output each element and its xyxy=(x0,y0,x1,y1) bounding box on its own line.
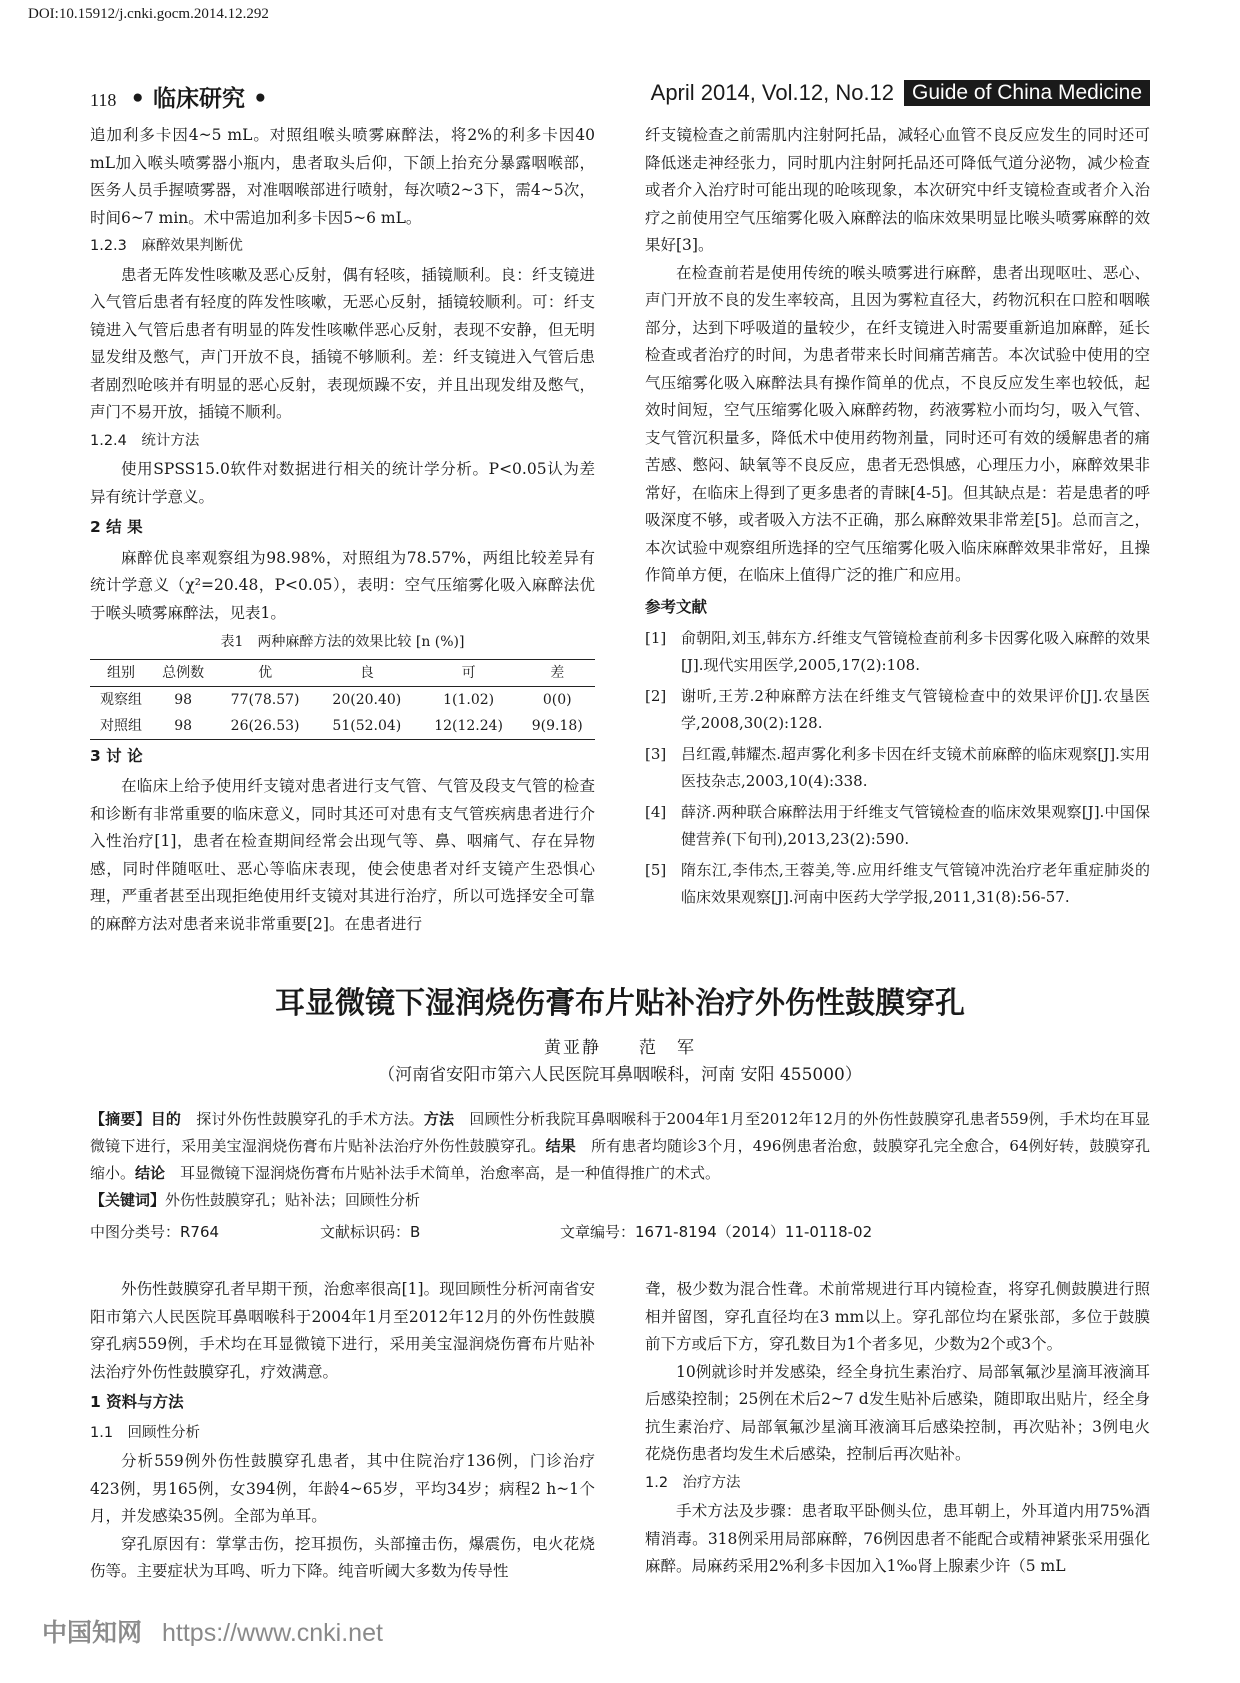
table-header-cell: 组别 xyxy=(107,664,136,681)
paragraph: 纤支镜检查之前需肌内注射阿托品，减轻心血管不良反应发生的同时还可降低迷走神经张力，同时肌内注射阿托品还可降低气道分泌物，减少检查或者介入治疗时可能出现的呛咳现象，本次研究中纤支镜检查或者介入治疗之前使用空气压缩雾化吸入麻醉法的临床效果明显比喉头喷雾麻醉的效果好[3]。 xyxy=(645,126,1150,254)
table-cell: 12(12.24) xyxy=(434,717,504,734)
paragraph: 使用SPSS15.0软件对数据进行相关的统计学分析。P<0.05认为差异有统计学意义。 xyxy=(90,460,595,506)
table-cell: 对照组 xyxy=(100,717,143,734)
article-authors: 黄亚静 范 军 xyxy=(544,1038,696,1058)
cnki-logo: 中国知网 xyxy=(42,1618,143,1647)
table-row xyxy=(90,713,595,740)
keywords-label: 【关键词】 xyxy=(90,1191,166,1209)
abstract-method-label: 方法 xyxy=(423,1110,455,1128)
paragraph: 在临床上给予使用纤支镜对患者进行支气管、气管及段支气管的检查和诊断有非常重要的临床意义，同时其还可对患有支气管疾病患者进行介入性治疗[1]，患者在检查期间经常会出现气等、鼻、咽痛气、存在异物感，同时伴随呕吐、恶心等临床表现，使会使患者对纤支镜产生恐惧心理，严重者甚至出现拒绝使用纤支镜对其进行治疗，所以可选择安全可靠的麻醉方法对患者来说非常重要[2]。在患者进行 xyxy=(90,777,595,933)
paragraph: 聋，极少数为混合性聋。术前常规进行耳内镜检查，将穿孔侧鼓膜进行照相并留图，穿孔直径均在3 mm以上。穿孔部位均在紧张部，多位于鼓膜前下方或后下方，穿孔数目为1个者多见，少数为2个或3个。 xyxy=(645,1280,1150,1353)
reference-number: [3] xyxy=(645,745,667,763)
subsection-heading: 1.2.4 统计方法 xyxy=(90,432,200,449)
paragraph: 患者无阵发性咳嗽及恶心反射，偶有轻咳，插镜顺利。良：纤支镜进入气管后患者有轻度的阵发性咳嗽，无恶心反射，插镜较顺利。可：纤支镜进入气管后患者有明显的阵发性咳嗽伴恶心反射，表现不安静，但无明显发绀及憋气，声门开放不良，插镜不够顺利。差：纤支镜进入气管后患者剧烈呛咳并有明显的恶心反射，表现烦躁不安，并且出现发绀及憋气，声门不易开放，插镜不顺利。 xyxy=(90,265,595,421)
table-header-cell: 优 xyxy=(258,664,273,681)
abstract-paragraph xyxy=(90,1106,1150,1187)
table-title: 表1 两种麻醉方法的效果比较 [n (%)] xyxy=(220,634,465,650)
reference-number: [4] xyxy=(645,803,667,821)
table-header-cell: 总例数 xyxy=(162,664,205,681)
cnki-footer xyxy=(42,1613,383,1649)
abstract-aim: 探讨外伤性鼓膜穿孔的手术方法。 xyxy=(196,1110,424,1128)
article-affiliation: （河南省安阳市第六人民医院耳鼻咽喉科，河南 安阳 455000） xyxy=(378,1065,862,1085)
table-cell: 观察组 xyxy=(100,691,143,708)
classification-line xyxy=(90,1221,1150,1247)
table-header-cell: 差 xyxy=(550,664,565,681)
article-left-column xyxy=(90,1276,595,1586)
abstract-result: 所有患者均随诊3个月，496例患者治愈，鼓膜穿孔完全愈合，64例好转，鼓膜穿孔缩小。 xyxy=(90,1137,1150,1182)
paragraph: 追加利多卡因4~5 mL。对照组喉头喷雾麻醉法，将2%的利多卡因40 mL加入喉头喷雾器小瓶内，患者取头后仰，下颌上抬充分暴露咽喉部，医务人员手握喷雾器，对准咽喉部进行喷射，每次喷2~3下，需4~5次，时间6~7 min。术中需追加利多卡因5~6 mL。 xyxy=(90,126,595,227)
results-table xyxy=(90,659,595,740)
page-header xyxy=(90,80,1150,110)
reference-item xyxy=(645,799,1150,853)
section-heading: 1 资料与方法 xyxy=(90,1393,184,1411)
article-title: 耳显微镜下湿润烧伤膏布片贴补治疗外伤性鼓膜穿孔 xyxy=(275,986,965,1021)
paragraph: 麻醉优良率观察组为98.98%，对照组为78.57%，两组比较差异有统计学意义（χ²=20.48，P<0.05），表明：空气压缩雾化吸入麻醉法优于喉头喷雾麻醉法，见表1。 xyxy=(90,548,595,622)
paragraph: 10例就诊时并发感染，经全身抗生素治疗、局部氧氟沙星滴耳液滴耳后感染控制；25例在术后2~7 d发生贴补后感染，随即取出贴片，经全身抗生素治疗、局部氧氟沙星滴耳液滴耳后感染控制，再次贴补；3例电火花烧伤患者均发生术后感染，控制后再次贴补。 xyxy=(645,1362,1150,1463)
journal-volume: April 2014, Vol.12, No.12 xyxy=(650,80,895,105)
table-cell: 98 xyxy=(174,717,193,734)
reference-item xyxy=(645,625,1150,679)
table-cell: 51(52.04) xyxy=(332,717,402,734)
cnki-url[interactable]: https://www.cnki.net xyxy=(162,1619,383,1647)
article-right-column xyxy=(645,1276,1150,1581)
abstract-conclusion: 耳显微镜下湿润烧伤膏布片贴补法手术简单，治愈率高，是一种值得推广的术式。 xyxy=(180,1164,721,1182)
paragraph: 手术方法及步骤：患者取平卧侧头位，患耳朝上，外耳道内用75%酒精消毒。318例采用局部麻醉，76例因患者不能配合或精神紧张采用强化麻醉。局麻药采用2%利多卡因加入1‰肾上腺素少许（5 mL xyxy=(645,1502,1150,1575)
doi-text: DOI:10.15912/j.cnki.gocm.2014.12.292 xyxy=(28,6,269,22)
reference-number: [5] xyxy=(645,861,667,879)
table-header-cell: 可 xyxy=(461,664,476,681)
keywords-line xyxy=(90,1187,1150,1214)
table-cell: 20(20.40) xyxy=(332,691,402,708)
reference-item xyxy=(645,857,1150,911)
paragraph: 外伤性鼓膜穿孔者早期干预，治愈率很高[1]。现回顾性分析河南省安阳市第六人民医院耳鼻咽喉科于2004年1月至2012年12月的外伤性鼓膜穿孔病559例，手术均在耳显微镜下进行，采用美宝湿润烧伤膏布片贴补法治疗外伤性鼓膜穿孔，疗效满意。 xyxy=(90,1280,595,1381)
page-number: 118 xyxy=(90,90,117,110)
prev-article-left-column xyxy=(90,122,595,938)
section-label: • 临床研究 • xyxy=(130,86,268,112)
table-header-cell: 良 xyxy=(359,664,374,681)
header-right xyxy=(651,80,1150,106)
section-heading: 2 结 果 xyxy=(90,518,143,536)
section-heading: 3 讨 论 xyxy=(90,746,143,765)
subsection-heading: 1.1 回顾性分析 xyxy=(90,1424,201,1441)
table-cell: 77(78.57) xyxy=(230,691,300,708)
reference-item xyxy=(645,741,1150,795)
abstract-block xyxy=(90,1106,1150,1214)
document-code: 文献标识码：B xyxy=(320,1223,421,1241)
keywords-text: 外伤性鼓膜穿孔；贴补法；回顾性分析 xyxy=(165,1191,421,1209)
table-cell: 98 xyxy=(174,691,193,708)
table-header-row xyxy=(90,659,595,686)
paragraph: 在检查前若是使用传统的喉头喷雾进行麻醉，患者出现呕吐、恶心、声门开放不良的发生率较高，且因为雾粒直径大，药物沉积在口腔和咽喉部分，达到下呼吸道的量较少，在纤支镜进入时需要重新追加麻醉，延长检查或者治疗的时间，为患者带来长时间痛苦痛苦。本次试验中使用的空气压缩雾化吸入麻醉法具有操作简单的优点，不良反应发生率也较低，起效时间短，空气压缩雾化吸入麻醉药物，药液雾粒小而均匀，吸入气管、支气管沉积量多，降低术中使用药物剂量，同时还可有效的缓解患者的痛苦感、憋闷、缺氧等不良反应，患者无恐惧感，心理压力小，麻醉效果非常好，在临床上得到了更多患者的青睐[4-5]。但其缺点是：若是患者的呼吸深度不够，或者吸入方法不正确，那么麻醉效果非常差[5]。总而言之，本次试验中观察组所选择的空气压缩雾化吸入临床麻醉效果非常好，且操作简单方便，在临床上值得广泛的推广和应用。 xyxy=(645,263,1150,584)
reference-text: 吕红霞,韩耀杰.超声雾化利多卡因在纤支镜术前麻醉的临床观察[J].实用医技杂志,2003,10(4):338. xyxy=(681,745,1150,790)
reference-item xyxy=(645,683,1150,737)
subsection-heading: 1.2 治疗方法 xyxy=(645,1474,741,1491)
reference-number: [2] xyxy=(645,687,667,705)
header-left xyxy=(90,80,268,113)
paragraph: 穿孔原因有：掌掌击伤，挖耳损伤，头部撞击伤，爆震伤，电火花烧伤等。主要症状为耳鸣、听力下降。纯音听阈大多数为传导性 xyxy=(90,1534,595,1580)
journal-name: Guide of China Medicine xyxy=(904,80,1150,106)
table-cell: 0(0) xyxy=(542,691,572,708)
table-cell: 9(9.18) xyxy=(531,717,583,734)
abstract-result-label: 结果 xyxy=(545,1137,576,1155)
table-row xyxy=(90,686,595,713)
prev-article-right-column xyxy=(645,122,1150,915)
clc-number: 中图分类号：R764 xyxy=(90,1223,220,1241)
reference-text: 隋东江,李伟杰,王蓉美,等.应用纤维支气管镜冲洗治疗老年重症肺炎的临床效果观察[J].河南中医药大学学报,2011,31(8):56-57. xyxy=(681,861,1150,906)
subsection-heading: 1.2.3 麻醉效果判断优 xyxy=(90,238,243,254)
references-heading: 参考文献 xyxy=(645,597,708,616)
table-cell: 26(26.53) xyxy=(230,717,300,734)
article-number: 文章编号：1671-8194（2014）11-0118-02 xyxy=(560,1223,873,1241)
abstract-aim-label: 目的 xyxy=(150,1110,182,1128)
paragraph: 分析559例外伤性鼓膜穿孔患者，其中住院治疗136例，门诊治疗423例，男165例，女394例，年龄4~65岁，平均34岁；病程2 h~1个月，并发感染35例。全部为单耳。 xyxy=(90,1452,595,1525)
reference-text: 俞朝阳,刘玉,韩东方.纤维支气管镜检查前利多卡因雾化吸入麻醉的效果[J].现代实用医学,2005,17(2):108. xyxy=(681,629,1150,674)
reference-text: 谢听,王芳.2种麻醉方法在纤维支气管镜检查中的效果评价[J].农垦医学,2008,30(2):128. xyxy=(681,687,1150,732)
abstract-conclusion-label: 结论 xyxy=(135,1164,166,1182)
table-cell: 1(1.02) xyxy=(443,691,495,708)
abstract-method: 回顾性分析我院耳鼻咽喉科于2004年1月至2012年12月的外伤性鼓膜穿孔患者559例，手术均在耳显微镜下进行，采用美宝湿润烧伤膏布片贴补法治疗外伤性鼓膜穿孔。 xyxy=(90,1110,1150,1155)
reference-text: 薛济.两种联合麻醉法用于纤维支气管镜检查的临床效果观察[J].中国保健营养(下旬刊),2013,23(2):590. xyxy=(681,803,1150,848)
abstract-label: 【摘要】 xyxy=(90,1110,151,1128)
reference-number: [1] xyxy=(645,629,667,647)
